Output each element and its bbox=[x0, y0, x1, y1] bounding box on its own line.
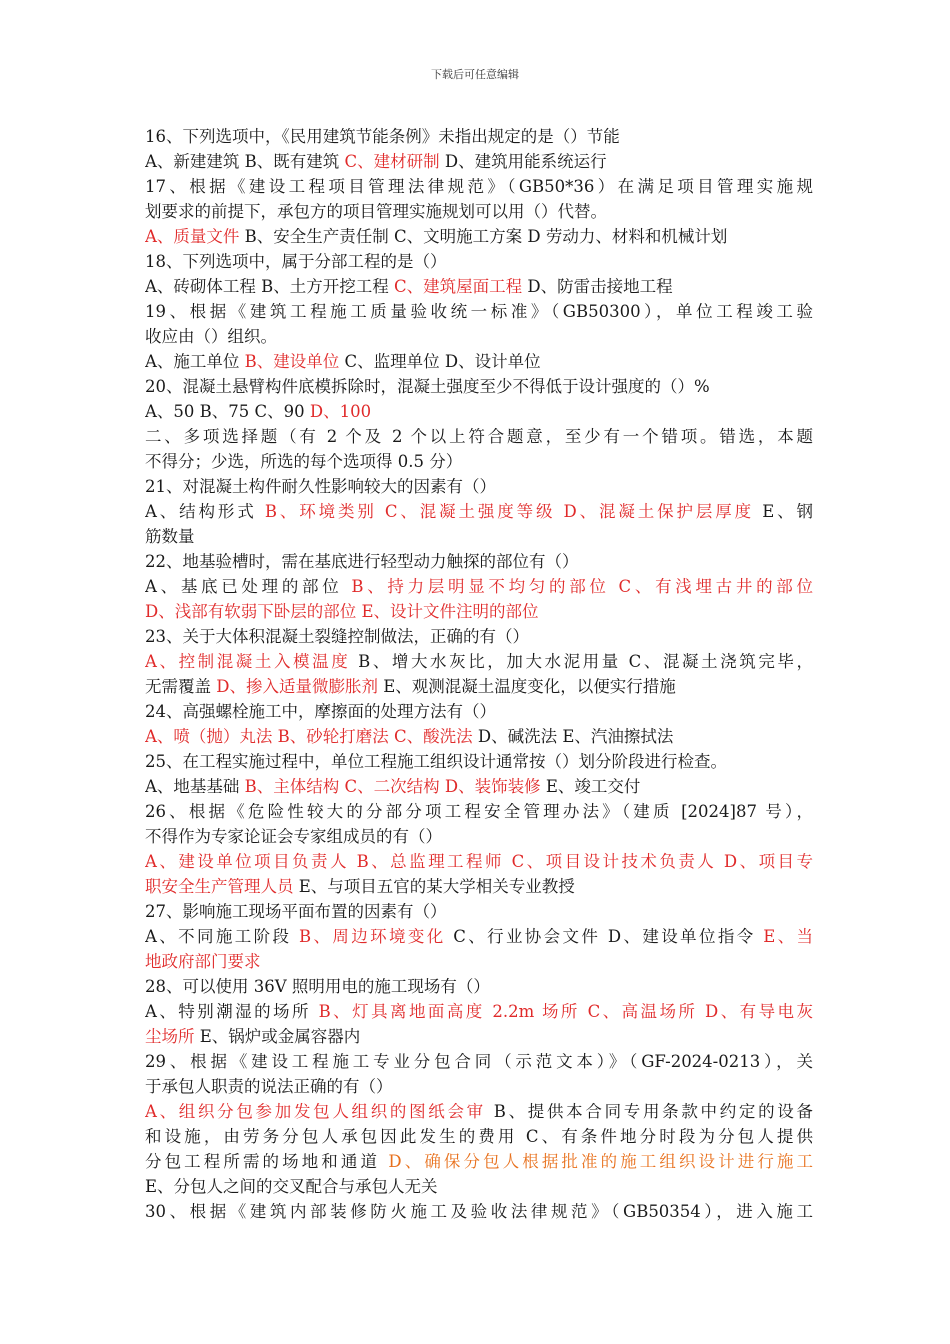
text-line bbox=[145, 949, 813, 974]
line-text: 无需覆盖 bbox=[145, 677, 217, 696]
line-text: 21、对混凝土构件耐久性影响较大的因素有（） bbox=[145, 477, 496, 496]
line-text: A、结构形式 bbox=[145, 502, 265, 521]
text-line bbox=[145, 1199, 813, 1224]
line-text: A、砖砌体工程 B、土方开挖工程 bbox=[145, 277, 395, 296]
line-text: B、安全生产责任制 C、文明施工方案 D 劳动力、材料和机械计划 bbox=[244, 227, 728, 246]
text-line bbox=[145, 824, 813, 849]
text-line bbox=[145, 724, 813, 749]
line-text: E、竣工交付 bbox=[545, 777, 641, 796]
text-line bbox=[145, 1174, 813, 1199]
answer-text: A、组织分包参加发包人组织的图纸会审 bbox=[145, 1102, 494, 1121]
text-line bbox=[145, 574, 813, 599]
line-text: 26、根据《危险性较大的分部分项工程安全管理办法》（建质 [2024]87 号）， bbox=[145, 802, 813, 821]
text-line bbox=[145, 274, 813, 299]
text-line bbox=[145, 524, 813, 549]
line-text: E、分包人之间的交叉配合与承包人无关 bbox=[145, 1177, 438, 1196]
answer-text: B、主体结构 C、二次结构 D、装饰装修 bbox=[244, 777, 546, 796]
text-line bbox=[145, 624, 813, 649]
text-line bbox=[145, 349, 813, 374]
line-text: 16、下列选项中，《民用建筑节能条例》未指出规定的是（）节能 bbox=[145, 127, 620, 146]
text-line bbox=[145, 599, 813, 624]
text-line bbox=[145, 1124, 813, 1149]
answer-text: B、持力层明显不均匀的部位 C、有浅埋古井的部位 bbox=[351, 577, 813, 596]
line-text: E、与项目五官的某大学相关专业教授 bbox=[298, 877, 575, 896]
line-text: 18、下列选项中，属于分部工程的是（） bbox=[145, 252, 447, 271]
text-line bbox=[145, 199, 813, 224]
line-text: 23、关于大体积混凝土裂缝控制做法，正确的有（） bbox=[145, 627, 529, 646]
answer-text: E、当 bbox=[763, 927, 813, 946]
line-text: 25、在工程实施过程中，单位工程施工组织设计通常按（）划分阶段进行检查。 bbox=[145, 752, 727, 771]
line-text: A、新建建筑 B、既有建筑 bbox=[145, 152, 345, 171]
text-line bbox=[145, 399, 813, 424]
line-text: 20、混凝土悬臂构件底模拆除时，混凝土强度至少不得低于设计强度的（）% bbox=[145, 377, 710, 396]
text-line bbox=[145, 999, 813, 1024]
line-text: 划要求的前提下，承包方的项目管理实施规划可以用（）代替。 bbox=[145, 202, 607, 221]
text-line bbox=[145, 749, 813, 774]
text-line bbox=[145, 649, 813, 674]
text-line bbox=[145, 299, 813, 324]
text-line bbox=[145, 699, 813, 724]
answer-text: D、浅部有软弱下卧层的部位 E、设计文件注明的部位 bbox=[145, 602, 539, 621]
document-body bbox=[145, 124, 813, 1224]
answer-text: A、建设单位项目负责人 B、总监理工程师 C、项目设计技术负责人 D、项目专 bbox=[145, 852, 813, 871]
line-text: 27、影响施工现场平面布置的因素有（） bbox=[145, 902, 447, 921]
line-text: 19、根据《建筑工程施工质量验收统一标准》（GB50300），单位工程竣工验 bbox=[145, 302, 813, 321]
answer-text: A、质量文件 bbox=[145, 227, 245, 246]
text-line bbox=[145, 1024, 813, 1049]
answer-text: C、建材研制 bbox=[344, 152, 445, 171]
line-text: 22、地基验槽时，需在基底进行轻型动力触探的部位有（） bbox=[145, 552, 579, 571]
line-text: 17、根据《建设工程项目管理法律规范》（GB50*36）在满足项目管理实施规 bbox=[145, 177, 813, 196]
line-text: D、碱洗法 E、汽油擦拭法 bbox=[477, 727, 674, 746]
line-text: D、防雷击接地工程 bbox=[527, 277, 673, 296]
line-text: 于承包人职责的说法正确的有（） bbox=[145, 1077, 393, 1096]
line-text: C、监理单位 D、设计单位 bbox=[344, 352, 541, 371]
text-line bbox=[145, 924, 813, 949]
answer-text: D、掺入适量微膨胀剂 bbox=[216, 677, 384, 696]
answer-text: C、建筑屋面工程 bbox=[394, 277, 528, 296]
text-line bbox=[145, 974, 813, 999]
answer-text: 职安全生产管理人员 bbox=[145, 877, 299, 896]
text-line bbox=[145, 449, 813, 474]
page-header: 下载后可任意编辑 bbox=[431, 68, 519, 81]
text-line bbox=[145, 499, 813, 524]
line-text: E、钢 bbox=[762, 502, 813, 521]
line-text: A、不同施工阶段 bbox=[145, 927, 299, 946]
answer-text: A、喷（抛）丸法 B、砂轮打磨法 C、酸洗法 bbox=[145, 727, 478, 746]
text-line bbox=[145, 774, 813, 799]
text-line bbox=[145, 424, 813, 449]
text-line bbox=[145, 1049, 813, 1074]
line-text: A、50 B、75 C、90 bbox=[145, 402, 310, 421]
line-text: A、地基基础 bbox=[145, 777, 245, 796]
text-line bbox=[145, 874, 813, 899]
line-text: E、观测混凝土温度变化，以便实行措施 bbox=[383, 677, 676, 696]
text-line bbox=[145, 799, 813, 824]
answer-text: B、灯具离地面高度 2.2m 场所 C、高温场所 D、有导电灰 bbox=[318, 1002, 813, 1021]
text-line bbox=[145, 1074, 813, 1099]
text-line bbox=[145, 324, 813, 349]
text-line bbox=[145, 374, 813, 399]
text-line bbox=[145, 124, 813, 149]
text-line bbox=[145, 224, 813, 249]
text-line bbox=[145, 899, 813, 924]
line-text: 和设施，由劳务分包人承包因此发生的费用 C、有条件地分时段为分包人提供 bbox=[145, 1127, 813, 1146]
line-text: B、增大水灰比，加大水泥用量 C、混凝土浇筑完毕， bbox=[358, 652, 813, 671]
text-line bbox=[145, 1099, 813, 1124]
line-text: D、建筑用能系统运行 bbox=[444, 152, 607, 171]
answer-text: B、周边环境变化 bbox=[299, 927, 454, 946]
answer-text: A、控制混凝土入模温度 bbox=[145, 652, 359, 671]
line-text: 不得分；少选，所选的每个选项得 0.5 分） bbox=[145, 452, 463, 471]
line-text: 筋数量 bbox=[145, 527, 195, 546]
line-text: A、基底已处理的部位 bbox=[145, 577, 352, 596]
line-text: 24、高强螺栓施工中，摩擦面的处理方法有（） bbox=[145, 702, 496, 721]
answer-text: B、环境类别 C、混凝土强度等级 D、混凝土保护层厚度 bbox=[264, 502, 763, 521]
line-text: C、行业协会文件 D、建设单位指令 bbox=[453, 927, 764, 946]
text-line bbox=[145, 1149, 813, 1174]
line-text: A、施工单位 bbox=[145, 352, 245, 371]
answer-text: D、100 bbox=[309, 402, 372, 421]
line-text: A、特别潮湿的场所 bbox=[145, 1002, 319, 1021]
line-text: 不得作为专家论证会专家组成员的有（） bbox=[145, 827, 442, 846]
text-line bbox=[145, 549, 813, 574]
answer-text: 地政府部门要求 bbox=[145, 952, 261, 971]
text-line bbox=[145, 474, 813, 499]
text-line bbox=[145, 674, 813, 699]
answer-text: B、建设单位 bbox=[244, 352, 345, 371]
line-text: 28、可以使用 36V 照明用电的施工现场有（） bbox=[145, 977, 490, 996]
line-text: 分包工程所需的场地和通道 bbox=[145, 1152, 389, 1171]
line-text: E、锅炉或金属容器内 bbox=[199, 1027, 361, 1046]
text-line bbox=[145, 149, 813, 174]
text-line bbox=[145, 849, 813, 874]
line-text: B、提供本合同专用条款中约定的设备 bbox=[493, 1102, 813, 1121]
line-text: 29、根据《建设工程施工专业分包合同（示范文本）》（GF-2024-0213），关 bbox=[145, 1052, 813, 1071]
answer-text: D、确保分包人根据批准的施工组织设计进行施工 bbox=[388, 1152, 813, 1171]
line-text: 30、根据《建筑内部装修防火施工及验收法律规范》（GB50354），进入施工 bbox=[145, 1202, 813, 1221]
line-text: 收应由（）组织。 bbox=[145, 327, 277, 346]
answer-text: 尘场所 bbox=[145, 1027, 200, 1046]
text-line bbox=[145, 174, 813, 199]
line-text: 二、多项选择题（有 2 个及 2 个以上符合题意，至少有一个错项。错选，本题 bbox=[145, 427, 813, 446]
text-line bbox=[145, 249, 813, 274]
